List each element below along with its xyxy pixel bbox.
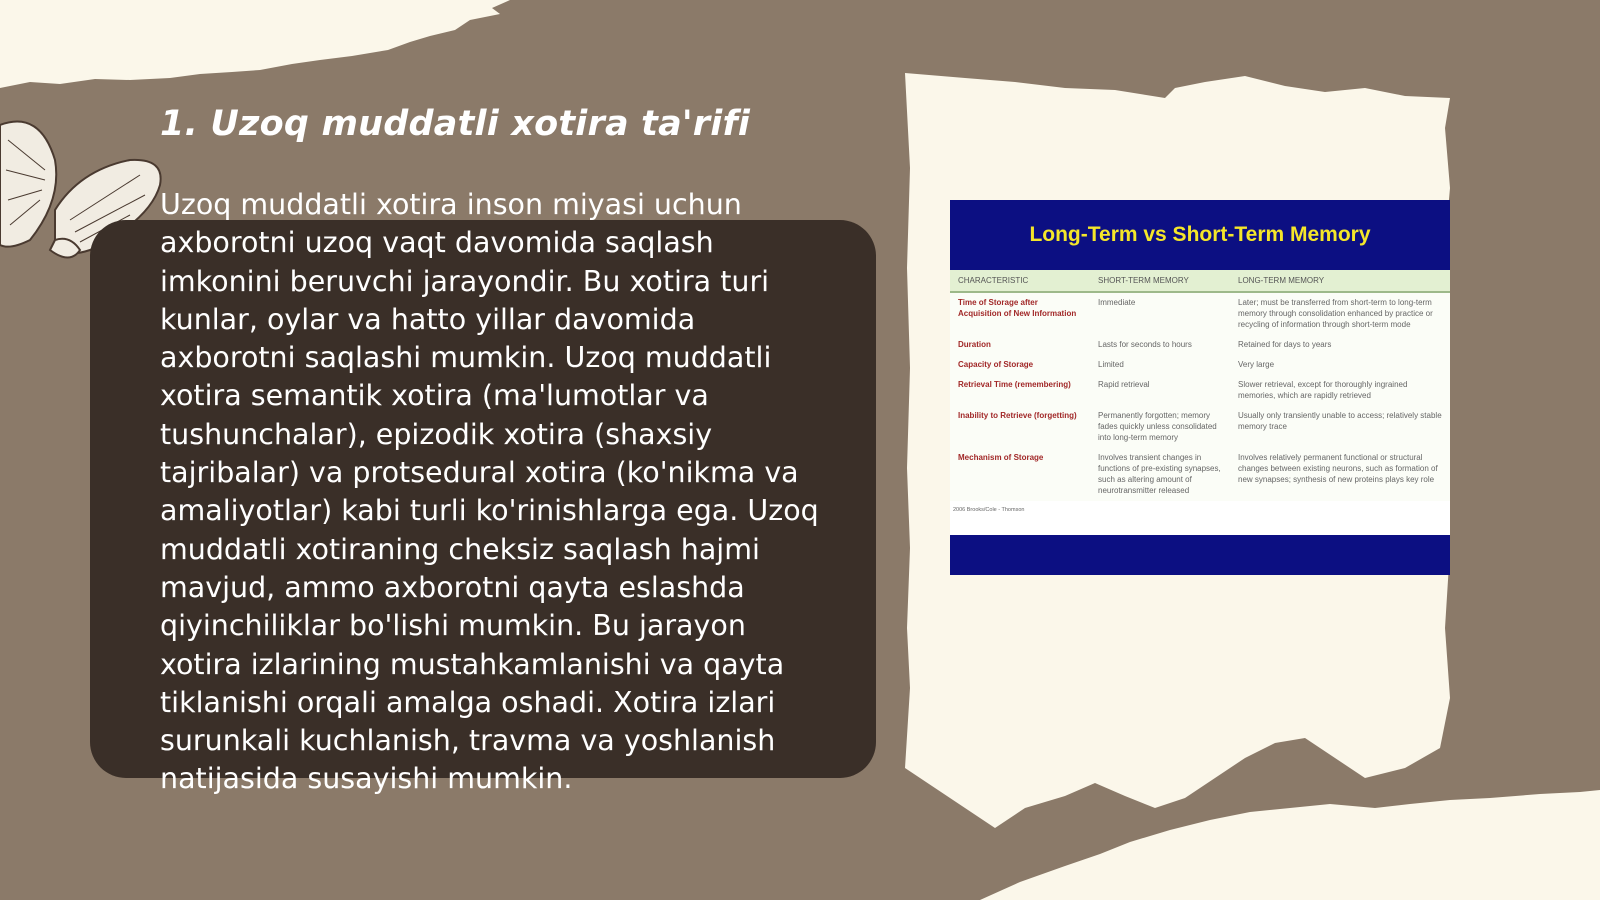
figure-credit: 2006 Brooks/Cole - Thomson xyxy=(953,507,1025,513)
slide-title: 1. Uzoq muddatli xotira ta'rifi xyxy=(160,104,751,144)
row-characteristic: Duration xyxy=(950,335,1090,355)
figure-title: Long-Term vs Short-Term Memory xyxy=(950,200,1450,270)
row-short-term: Rapid retrieval xyxy=(1090,375,1230,406)
row-long-term: Usually only transiently unable to access; relatively stable memory trace xyxy=(1230,406,1450,448)
table-row xyxy=(950,355,1450,375)
row-long-term: Retained for days to years xyxy=(1230,335,1450,355)
table-row xyxy=(950,406,1450,448)
torn-paper-top-left xyxy=(0,0,560,110)
row-long-term: Very large xyxy=(1230,355,1450,375)
row-long-term: Later; must be transferred from short-term to long-term memory through consolidation enhanced by practice or recycling of information through short-term mode xyxy=(1230,292,1450,335)
header-characteristic: CHARACTERISTIC xyxy=(950,270,1090,292)
row-characteristic: Retrieval Time (remembering) xyxy=(950,375,1090,406)
row-short-term: Immediate xyxy=(1090,292,1230,335)
row-long-term: Slower retrieval, except for thoroughly ingrained memories, which are rapidly retrieved xyxy=(1230,375,1450,406)
table-row xyxy=(950,448,1450,501)
memory-comparison-figure xyxy=(950,200,1450,575)
row-characteristic: Mechanism of Storage xyxy=(950,448,1090,501)
table-row xyxy=(950,335,1450,355)
header-long-term: LONG-TERM MEMORY xyxy=(1230,270,1450,292)
row-short-term: Permanently forgotten; memory fades quickly unless consolidated into long-term memory xyxy=(1090,406,1230,448)
figure-footer-bar xyxy=(950,535,1450,575)
table-row xyxy=(950,292,1450,335)
row-short-term: Lasts for seconds to hours xyxy=(1090,335,1230,355)
row-characteristic: Inability to Retrieve (forgetting) xyxy=(950,406,1090,448)
comparison-table xyxy=(950,270,1450,501)
row-characteristic: Time of Storage after Acquisition of New Information xyxy=(950,292,1090,335)
row-long-term: Involves relatively permanent functional or structural changes between existing neurons, such as formation of new synapses; synthesis of new proteins plays key role xyxy=(1230,448,1450,501)
row-short-term: Involves transient changes in functions of pre-existing synapses, such as altering amount of neurotransmitter released xyxy=(1090,448,1230,501)
row-short-term: Limited xyxy=(1090,355,1230,375)
row-characteristic: Capacity of Storage xyxy=(950,355,1090,375)
header-short-term: SHORT-TERM MEMORY xyxy=(1090,270,1230,292)
slide-body-text: Uzoq muddatli xotira inson miyasi uchun axborotni uzoq vaqt davomida saqlash imkonini beruvchi jarayondir. Bu xotira turi kunlar, oylar va hatto yillar davomida axborotni saqlashi mumkin. Uzoq muddatli xotira semantik xotira (ma'lumotlar va tushunchalar), epizodik xotira (shaxsiy tajribalar) va protsedural xotira (ko'nikma va amaliyotlar) kabi turli ko'rinishlarga ega. Uzoq muddatli xotiraning cheksiz saqlash hajmi mavjud, ammo axborotni qayta eslashda qiyinchiliklar bo'lishi mumkin. Bu jarayon xotira izlarining mustahkamlanishi va qayta tiklanishi orqali amalga oshadi. Xotira izlari surunkali kuchlanish, travma va yoshlanish natijasida susayishi mumkin. xyxy=(160,188,819,796)
table-row xyxy=(950,375,1450,406)
table-header-row xyxy=(950,270,1450,292)
